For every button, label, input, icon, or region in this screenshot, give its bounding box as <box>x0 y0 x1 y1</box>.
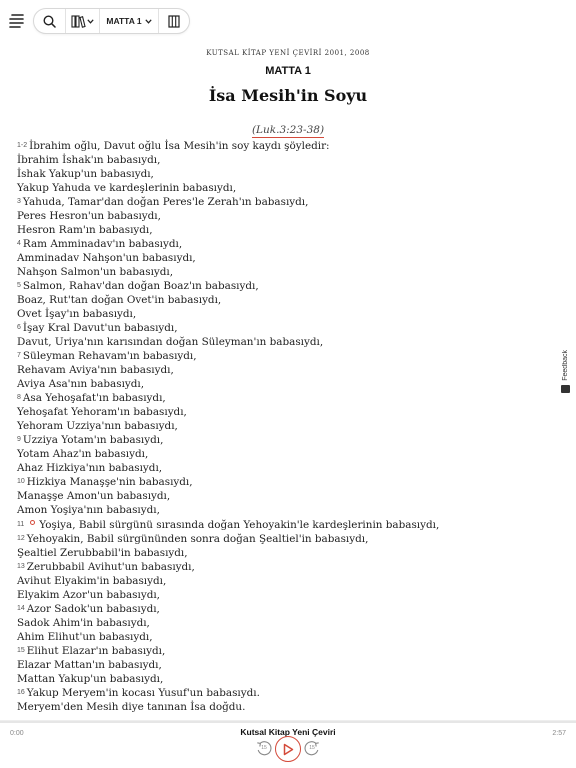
verse-line[interactable] <box>17 672 537 686</box>
verse-text: Salmon, Rahav'dan doğan Boaz'ın babasıydı, <box>22 280 259 292</box>
verse-text: Elazar Mattan'ın babasıydı, <box>17 659 162 671</box>
verse-line[interactable] <box>17 489 537 503</box>
forward-button[interactable] <box>302 738 322 758</box>
verse-number: 1-2 <box>17 142 28 149</box>
verse-text: Aviya Asa'nın babasıydı, <box>17 378 145 390</box>
forward-seconds: 15 <box>309 745 315 751</box>
elapsed-time: 0:00 <box>10 730 24 737</box>
verse-line[interactable] <box>17 419 537 433</box>
verse-text: Davut, Uriya'nın karısından doğan Süleyman'ın babasıydı, <box>17 336 324 348</box>
verse-text: Manaşşe Amon'un babasıydı, <box>17 490 171 502</box>
verse-text: İshak Yakup'un babasıydı, <box>17 168 154 180</box>
verse-line[interactable] <box>17 251 537 265</box>
verse-line[interactable] <box>17 447 537 461</box>
verse-line[interactable] <box>17 279 537 293</box>
section-heading: İsa Mesih'in Soyu <box>208 86 368 105</box>
verse-text: Hesron Ram'ın babasıydı, <box>17 224 153 236</box>
verse-line[interactable] <box>17 644 537 658</box>
verse-text: Elihut Elazar'ın babasıydı, <box>26 645 166 657</box>
version-title: KUTSAL KİTAP YENİ ÇEVİRİ 2001, 2008 <box>206 49 370 57</box>
verse-line[interactable] <box>17 167 537 181</box>
verse-text: Yakup Meryem'in kocası Yusuf'un babasıydı. <box>26 687 260 699</box>
chapter-title: MATTA 1 <box>265 65 311 77</box>
verse-line[interactable] <box>17 433 537 447</box>
verse-text: Yotam Ahaz'ın babasıydı, <box>17 448 149 460</box>
chevron-down-icon <box>87 19 94 24</box>
verse-text: Elyakim Azor'un babasıydı, <box>17 589 160 601</box>
player-title: Kutsal Kitap Yeni Çeviri <box>240 727 336 737</box>
verse-text: Yehoyakin, Babil sürgününden sonra doğan Şealtiel'in babasıydı, <box>26 533 369 545</box>
version-selector[interactable] <box>65 9 99 33</box>
verse-line[interactable] <box>17 700 537 714</box>
verse-text: Şealtiel Zerubbabil'in babasıydı, <box>17 547 188 559</box>
verse-line[interactable] <box>17 518 537 532</box>
search-icon <box>43 15 56 28</box>
verse-text: Yehoram Uzziya'nın babasıydı, <box>17 420 178 432</box>
verse-text: Azor Sadok'un babasıydı, <box>26 603 160 615</box>
play-icon <box>282 743 294 756</box>
audio-player <box>0 720 576 768</box>
verse-line[interactable] <box>17 321 537 335</box>
verse-text: Ahaz Hizkiya'nın babasıydı, <box>17 462 163 474</box>
chevron-down-icon <box>145 19 152 24</box>
parallel-view-button[interactable] <box>158 9 189 33</box>
search-button[interactable] <box>34 9 65 33</box>
verse-text: Ovet İşay'ın babasıydı, <box>17 308 137 320</box>
verse-line[interactable] <box>17 293 537 307</box>
cross-reference[interactable] <box>0 124 576 136</box>
verse-number: 11 <box>17 521 25 528</box>
verse-line[interactable] <box>17 574 537 588</box>
total-time: 2:57 <box>552 730 566 737</box>
verse-text: Amon Yoşiya'nın babasıydı, <box>17 504 160 516</box>
verse-text: Hizkiya Manaşşe'nin babasıydı, <box>26 476 193 488</box>
verse-line[interactable] <box>17 335 537 349</box>
verse-text: Sadok Ahim'in babasıydı, <box>17 617 150 629</box>
book-chapter-selector[interactable] <box>99 9 158 33</box>
verse-line[interactable] <box>17 195 537 209</box>
verse-text: Boaz, Rut'tan doğan Ovet'in babasıydı, <box>17 294 222 306</box>
verse-text: Zerubbabil Avihut'un babasıydı, <box>26 561 195 573</box>
verse-text: İbrahim oğlu, Davut oğlu İsa Mesih'in soy kaydı şöyledir: <box>29 140 330 152</box>
verse-line[interactable] <box>17 237 537 251</box>
verse-line[interactable] <box>17 546 537 560</box>
verse-line[interactable] <box>17 139 537 153</box>
verse-text: Peres Hesron'un babasıydı, <box>17 210 161 222</box>
rewind-button[interactable] <box>254 738 274 758</box>
verse-line[interactable] <box>17 405 537 419</box>
book-chapter-label: MATTA 1 <box>106 16 142 26</box>
verse-text: Süleyman Rehavam'ın babasıydı, <box>22 350 197 362</box>
reader-toolbar <box>33 8 190 34</box>
verse-text: Yahuda, Tamar'dan doğan Peres'le Zerah'ın babasıydı, <box>22 196 309 208</box>
feedback-label: Feedback <box>561 350 569 381</box>
verse-line[interactable] <box>17 602 537 616</box>
verse-number: 7 <box>17 352 21 359</box>
verse-line[interactable] <box>17 560 537 574</box>
verse-text: Avihut Elyakim'in babasıydı, <box>17 575 167 587</box>
verse-line[interactable] <box>17 616 537 630</box>
verse-line[interactable] <box>17 363 537 377</box>
library-icon <box>71 14 86 28</box>
verse-text: İşay Kral Davut'un babasıydı, <box>22 322 178 334</box>
verse-line[interactable] <box>17 630 537 644</box>
verse-text: Yehoşafat Yehoram'ın babasıydı, <box>17 406 187 418</box>
verse-line[interactable] <box>17 588 537 602</box>
rewind-seconds: 15 <box>261 745 267 751</box>
verse-text: Yoşiya, Babil sürgünü sırasında doğan Yehoyakin'le kardeşlerinin babasıydı, <box>39 519 440 531</box>
verse-text: Ram Amminadav'ın babasıydı, <box>22 238 183 250</box>
verse-text: Ahim Elihut'un babasıydı, <box>17 631 153 643</box>
verse-number: 4 <box>17 240 21 247</box>
verse-text: İbrahim İshak'ın babasıydı, <box>17 154 161 166</box>
chapter-text <box>17 139 537 714</box>
verse-line[interactable] <box>17 153 537 167</box>
verse-number: 5 <box>17 282 21 289</box>
verse-number: 14 <box>17 605 25 612</box>
verse-number: 3 <box>17 198 21 205</box>
verse-number: 9 <box>17 436 21 443</box>
verse-text: Amminadav Nahşon'un babasıydı, <box>17 252 196 264</box>
cross-reference-link[interactable]: (Luk.3:23-38) <box>251 124 325 136</box>
feedback-tab[interactable] <box>557 350 573 410</box>
verse-text: Asa Yehoşafat'ın babasıydı, <box>22 392 166 404</box>
verse-line[interactable] <box>17 377 537 391</box>
verse-number: 13 <box>17 563 25 570</box>
verse-line[interactable] <box>17 223 537 237</box>
parallel-view-icon <box>168 15 180 28</box>
verse-text: Mattan Yakup'un babasıydı, <box>17 673 164 685</box>
verse-line[interactable] <box>17 265 537 279</box>
verse-number: 8 <box>17 394 21 401</box>
menu-icon[interactable] <box>8 12 26 30</box>
verse-number: 15 <box>17 647 25 654</box>
verse-text: Uzziya Yotam'ın babasıydı, <box>22 434 164 446</box>
verse-number: 10 <box>17 478 25 485</box>
footnote-marker-icon[interactable] <box>30 520 35 525</box>
verse-number: 16 <box>17 689 25 696</box>
verse-line[interactable] <box>17 475 537 489</box>
verse-line[interactable] <box>17 349 537 363</box>
verse-line[interactable] <box>17 307 537 321</box>
play-button[interactable] <box>275 736 301 762</box>
verse-text: Rehavam Aviya'nın babasıydı, <box>17 364 174 376</box>
verse-line[interactable] <box>17 658 537 672</box>
feedback-icon <box>561 385 570 393</box>
verse-line[interactable] <box>17 209 537 223</box>
verse-number: 6 <box>17 324 21 331</box>
verse-line[interactable] <box>17 686 537 700</box>
verse-text: Meryem'den Mesih diye tanınan İsa doğdu. <box>17 701 246 713</box>
verse-line[interactable] <box>17 532 537 546</box>
verse-text: Yakup Yahuda ve kardeşlerinin babasıydı, <box>17 182 237 194</box>
verse-line[interactable] <box>17 391 537 405</box>
verse-number: 12 <box>17 535 25 542</box>
verse-text: Nahşon Salmon'un babasıydı, <box>17 266 174 278</box>
verse-line[interactable] <box>17 461 537 475</box>
verse-line[interactable] <box>17 181 537 195</box>
progress-bar[interactable] <box>0 721 576 723</box>
verse-line[interactable] <box>17 503 537 517</box>
